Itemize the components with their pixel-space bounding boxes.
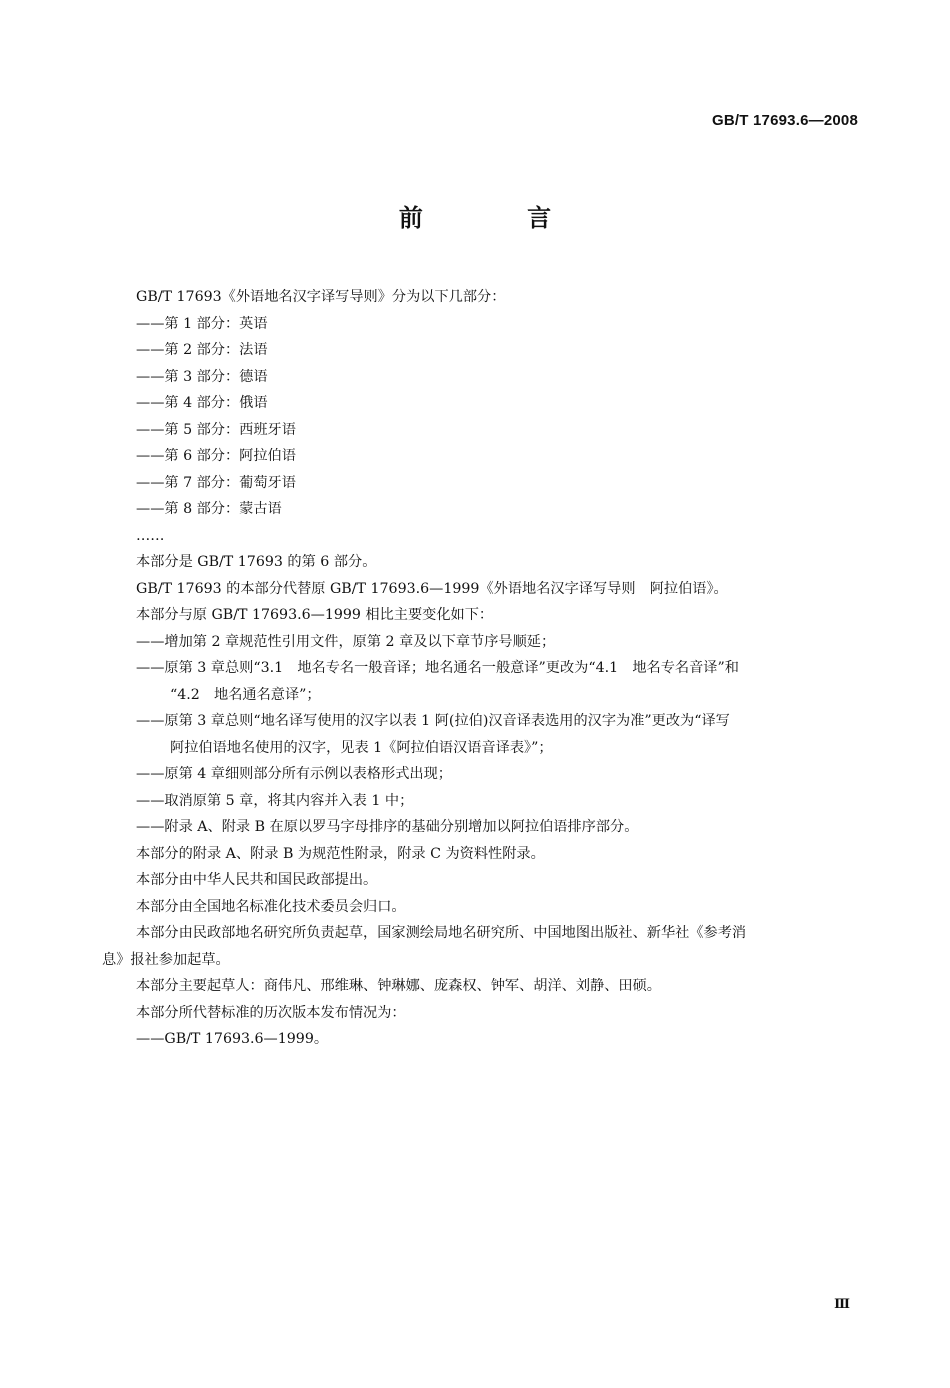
change-item-6: ——附录 A、附录 B 在原以罗马字母排序的基础分别增加以阿拉伯语排序部分。 xyxy=(136,819,639,835)
annex-paragraph: 本部分的附录 A、附录 B 为规范性附录，附录 C 为资料性附录。 xyxy=(136,845,545,862)
change-item-2-continuation: “4.2 地名通名意译”； xyxy=(170,686,321,703)
intro-paragraph: GB/T 17693《外语地名汉字译写导则》分为以下几部分： xyxy=(136,289,506,305)
drafters-paragraph: 本部分主要起草人：商伟凡、邢维琳、钟琳娜、庞森权、钟军、胡洋、刘静、田硕。 xyxy=(136,978,661,994)
change-item-3-continuation: 阿拉伯语地名使用的汉字，见表 1《阿拉伯语汉语音译表》”； xyxy=(170,739,553,756)
part-item-3: ——第 3 部分：德语 xyxy=(136,368,268,385)
change-item-1: ——增加第 2 章规范性引用文件，原第 2 章及以下章节序号顺延； xyxy=(136,633,556,650)
proposed-by-paragraph: 本部分由中华人民共和国民政部提出。 xyxy=(136,872,378,888)
history-item-1: ——GB/T 17693.6—1999。 xyxy=(136,1031,329,1047)
drafted-by-paragraph-continuation: 息》报社参加起草。 xyxy=(102,951,230,968)
page-title: 前 言 xyxy=(398,204,600,232)
changes-intro-paragraph: 本部分与原 GB/T 17693.6—1999 相比主要变化如下： xyxy=(136,607,494,623)
part-item-7: ——第 7 部分：葡萄牙语 xyxy=(136,474,296,491)
page-number: Ⅲ xyxy=(834,1297,850,1312)
foreword-body xyxy=(102,284,858,1053)
replaces-paragraph: GB/T 17693 的本部分代替原 GB/T 17693.6—1999《外语地名汉字译写导则 阿拉伯语》。 xyxy=(136,580,728,597)
standard-code: GB/T 17693.6—2008 xyxy=(712,112,858,129)
part-item-5: ——第 5 部分：西班牙语 xyxy=(136,421,296,438)
part-item-2: ——第 2 部分：法语 xyxy=(136,342,268,358)
part-item-6: ——第 6 部分：阿拉伯语 xyxy=(136,448,296,464)
part-of-paragraph: 本部分是 GB/T 17693 的第 6 部分。 xyxy=(136,554,377,570)
parts-ellipsis: …… xyxy=(136,527,165,544)
change-item-3: ——原第 3 章总则“地名译写使用的汉字以表 1 阿(拉伯)汉音译表选用的汉字为准”更改为“译写 xyxy=(136,713,730,729)
drafted-by-paragraph: 本部分由民政部地名研究所负责起草，国家测绘局地名研究所、中国地图出版社、新华社《参考消 xyxy=(136,925,747,941)
change-item-4: ——原第 4 章细则部分所有示例以表格形式出现； xyxy=(136,766,452,782)
part-item-4: ——第 4 部分：俄语 xyxy=(136,395,268,411)
history-paragraph: 本部分所代替标准的历次版本发布情况为： xyxy=(136,1004,406,1021)
change-item-5: ——取消原第 5 章，将其内容并入表 1 中； xyxy=(136,792,414,809)
managed-by-paragraph: 本部分由全国地名标准化技术委员会归口。 xyxy=(136,898,406,915)
part-item-1: ——第 1 部分：英语 xyxy=(136,315,268,332)
change-item-2: ——原第 3 章总则“3.1 地名专名一般音译；地名通名一般意译”更改为“4.1 地名专名音译”和 xyxy=(136,660,739,676)
part-item-8: ——第 8 部分：蒙古语 xyxy=(136,501,282,517)
